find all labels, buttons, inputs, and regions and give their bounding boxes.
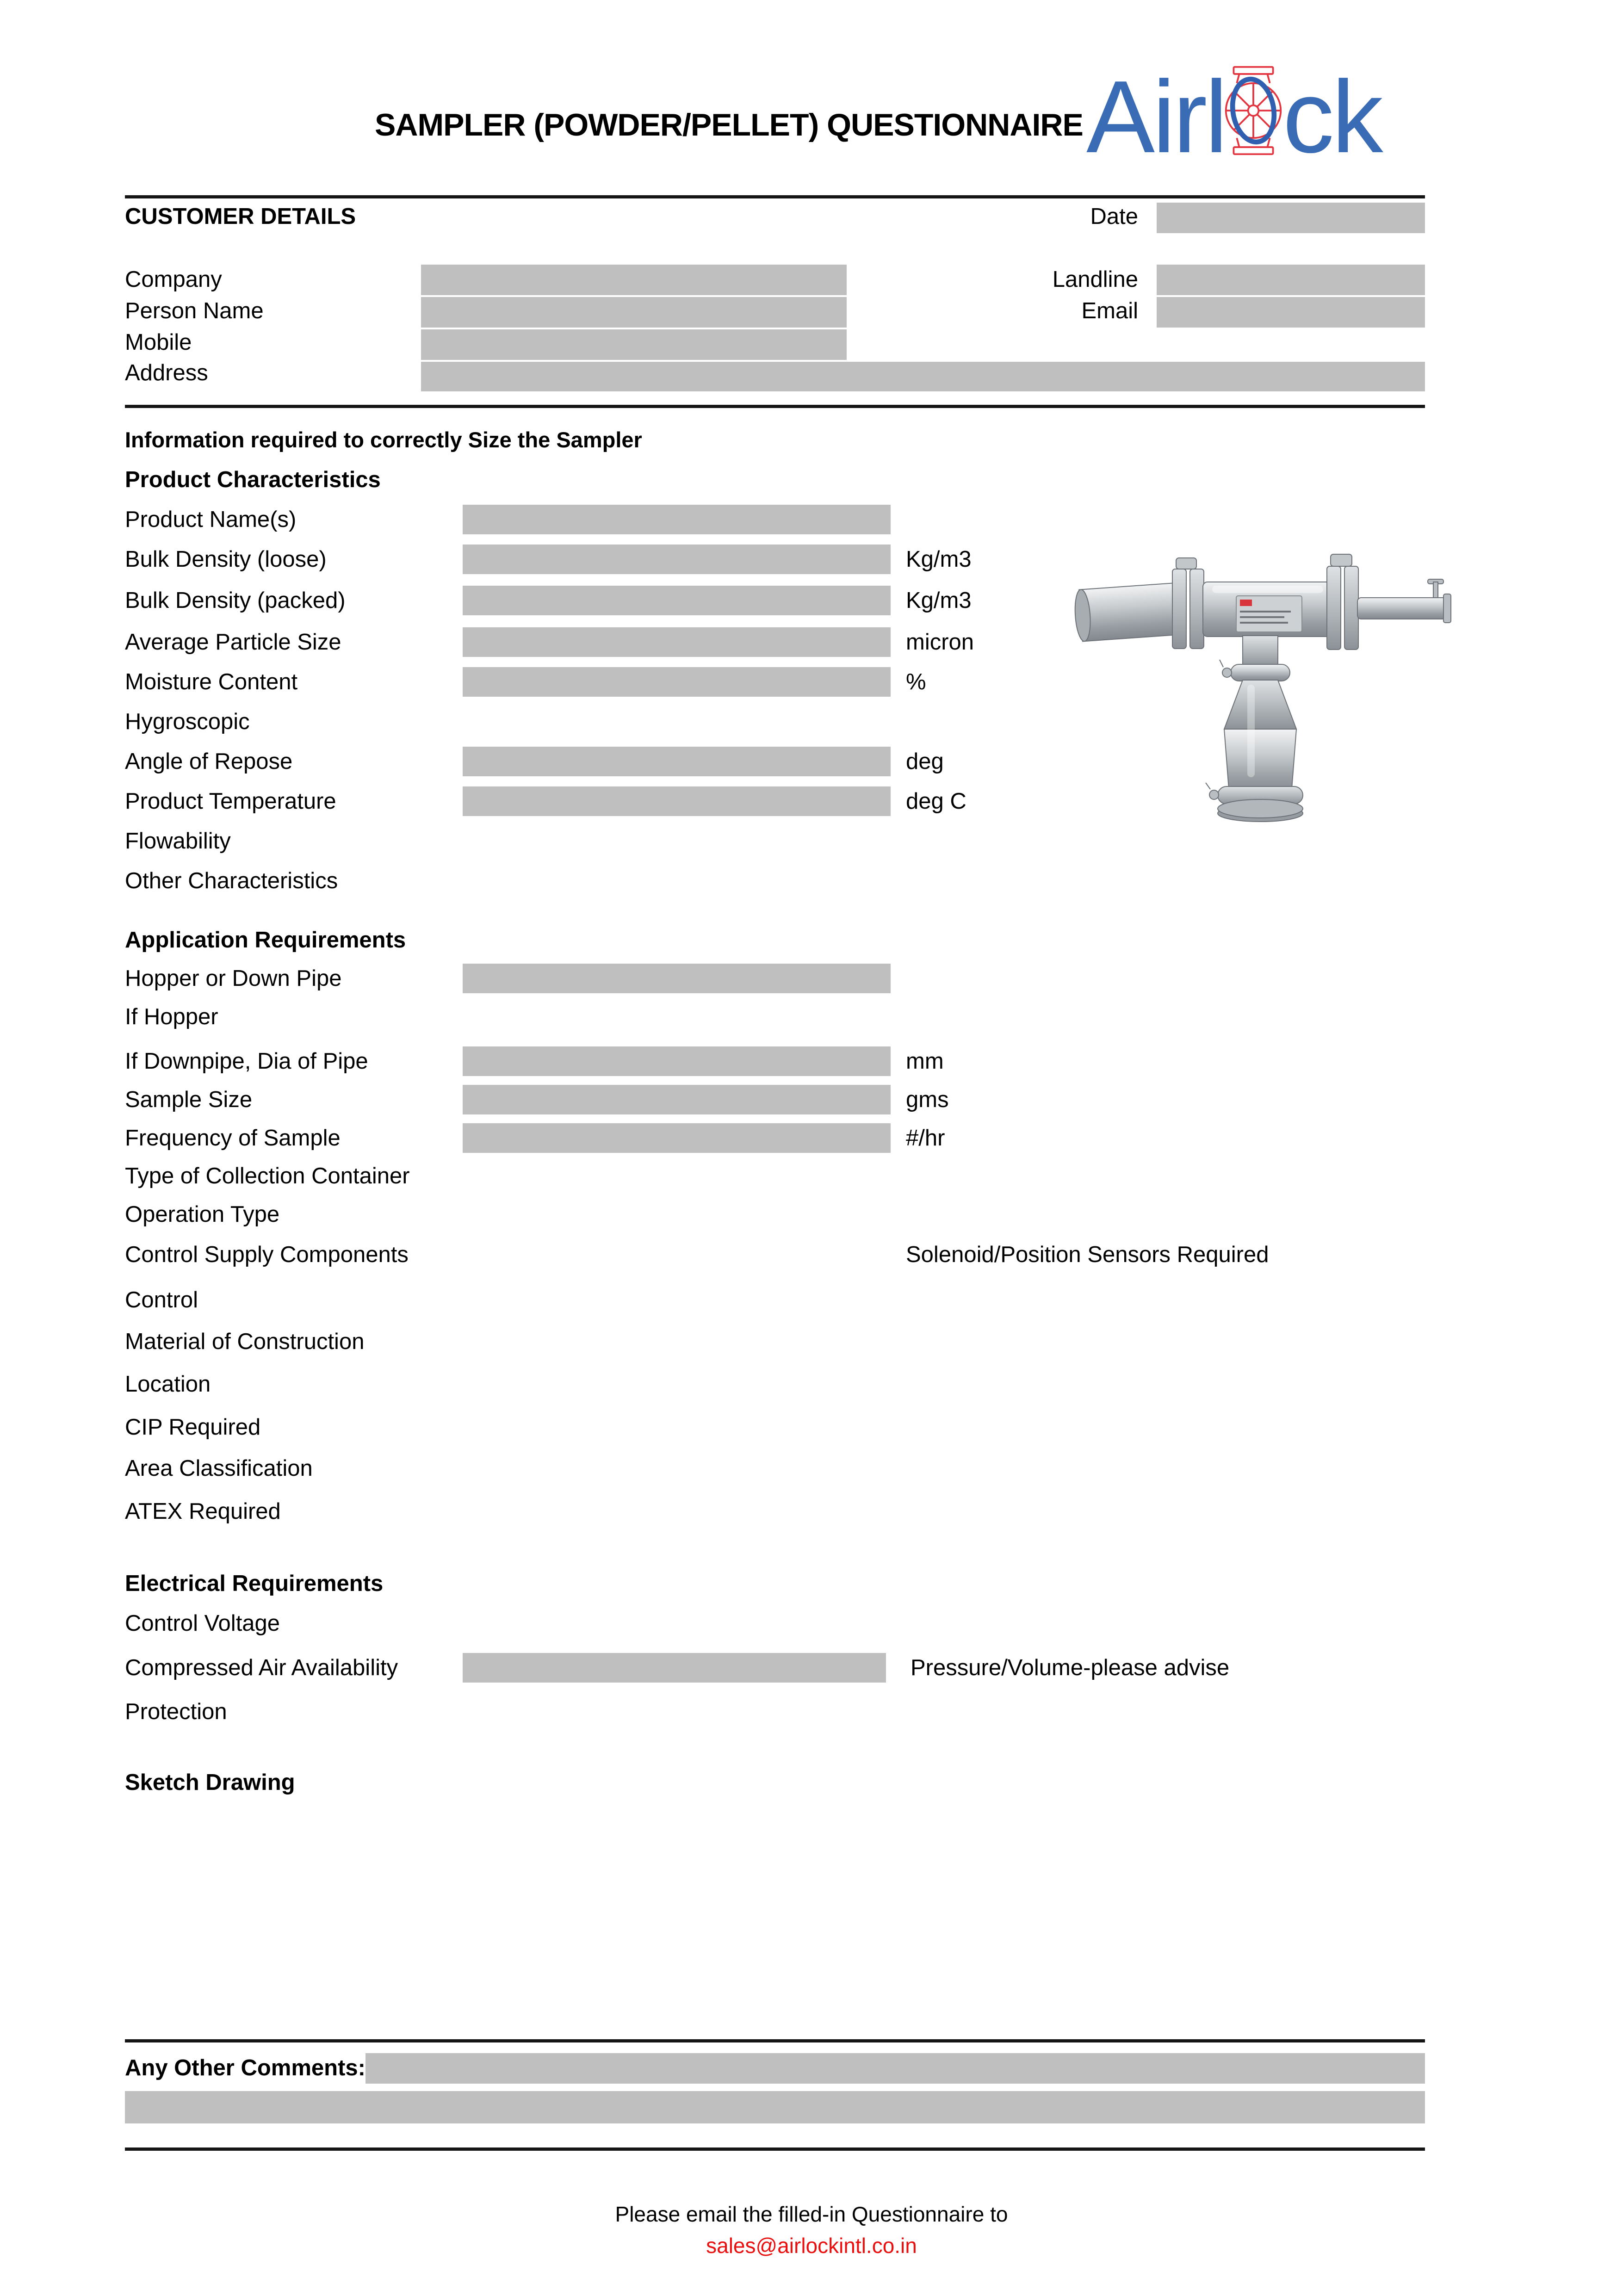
average-particle-size-unit: micron	[906, 630, 974, 655]
email-label: Email	[1081, 298, 1138, 323]
rotary-valve-icon	[1218, 51, 1288, 170]
logo-text-ck: ck	[1282, 60, 1381, 174]
section-heading-application: Application Requirements	[125, 928, 406, 953]
sample-size-field[interactable]	[463, 1085, 891, 1114]
comments-bottom-rule	[125, 2147, 1425, 2151]
product-temperature-unit: deg C	[906, 789, 966, 814]
sample-size-unit: gms	[906, 1087, 949, 1112]
landline-label: Landline	[1052, 267, 1138, 292]
company-label: Company	[125, 267, 222, 292]
material-of-construction-label: Material of Construction	[125, 1329, 365, 1354]
section-heading-electrical: Electrical Requirements	[125, 1571, 384, 1596]
compressed-air-field[interactable]	[463, 1653, 886, 1683]
product-temperature-label: Product Temperature	[125, 789, 336, 814]
moisture-content-label: Moisture Content	[125, 669, 298, 694]
angle-of-repose-field[interactable]	[463, 747, 891, 776]
angle-of-repose-label: Angle of Repose	[125, 749, 293, 774]
section-heading-product: Product Characteristics	[125, 467, 381, 492]
if-hopper-label: If Hopper	[125, 1004, 218, 1029]
angle-of-repose-unit: deg	[906, 749, 944, 774]
comments-top-rule	[125, 2039, 1425, 2042]
hopper-or-downpipe-field[interactable]	[463, 964, 891, 993]
protection-label: Protection	[125, 1699, 227, 1724]
downpipe-dia-unit: mm	[906, 1049, 944, 1074]
section-heading-sketch: Sketch Drawing	[125, 1770, 295, 1795]
average-particle-size-field[interactable]	[463, 627, 891, 657]
person-name-field[interactable]	[421, 297, 847, 328]
sample-frequency-field[interactable]	[463, 1123, 891, 1153]
address-field[interactable]	[421, 362, 1425, 391]
bulk-density-loose-unit: Kg/m3	[906, 547, 972, 572]
landline-field[interactable]	[1157, 265, 1425, 295]
comments-field[interactable]	[365, 2053, 1425, 2084]
sample-frequency-label: Frequency of Sample	[125, 1126, 341, 1151]
cip-required-label: CIP Required	[125, 1415, 261, 1440]
airlock-logo	[1086, 41, 1381, 198]
bulk-density-loose-field[interactable]	[463, 545, 891, 574]
date-label: Date	[1090, 204, 1138, 229]
product-temperature-field[interactable]	[463, 786, 891, 816]
mobile-field[interactable]	[421, 329, 847, 360]
section-heading-customer: CUSTOMER DETAILS	[125, 204, 356, 229]
date-field[interactable]	[1157, 203, 1425, 233]
sampler-product-image	[1073, 527, 1462, 833]
operation-type-label: Operation Type	[125, 1202, 280, 1227]
header-rule	[125, 195, 1425, 198]
pressure-volume-note: Pressure/Volume-please advise	[911, 1655, 1230, 1680]
product-name-field[interactable]	[463, 505, 891, 534]
downpipe-dia-field[interactable]	[463, 1046, 891, 1076]
atex-required-label: ATEX Required	[125, 1499, 281, 1524]
location-label: Location	[125, 1372, 211, 1397]
bulk-density-loose-label: Bulk Density (loose)	[125, 547, 327, 572]
compressed-air-label: Compressed Air Availability	[125, 1655, 398, 1680]
control-voltage-label: Control Voltage	[125, 1611, 280, 1636]
flowability-label: Flowability	[125, 829, 231, 854]
company-field[interactable]	[421, 265, 847, 295]
comments-label: Any Other Comments:	[125, 2055, 366, 2080]
comments-field-2[interactable]	[125, 2091, 1425, 2123]
page-title: SAMPLER (POWDER/PELLET) QUESTIONNAIRE	[375, 107, 1083, 142]
product-name-label: Product Name(s)	[125, 507, 297, 532]
hygroscopic-label: Hygroscopic	[125, 709, 250, 734]
control-supply-components-label: Control Supply Components	[125, 1242, 409, 1267]
address-label: Address	[125, 360, 208, 385]
average-particle-size-label: Average Particle Size	[125, 630, 341, 655]
customer-rule	[125, 405, 1425, 408]
moisture-content-field[interactable]	[463, 667, 891, 697]
control-label: Control	[125, 1287, 198, 1312]
logo-text-airl: Airl	[1086, 60, 1226, 174]
sizing-note: Information required to correctly Size the Sampler	[125, 427, 642, 452]
bulk-density-packed-field[interactable]	[463, 586, 891, 615]
downpipe-dia-label: If Downpipe, Dia of Pipe	[125, 1049, 368, 1074]
email-field[interactable]	[1157, 297, 1425, 328]
footer-email-link[interactable]: sales@airlockintl.co.in	[706, 2234, 917, 2258]
sample-size-label: Sample Size	[125, 1087, 253, 1112]
sample-frequency-unit: #/hr	[906, 1126, 945, 1151]
area-classification-label: Area Classification	[125, 1456, 313, 1481]
person-name-label: Person Name	[125, 298, 264, 323]
hopper-or-downpipe-label: Hopper or Down Pipe	[125, 966, 342, 991]
mobile-label: Mobile	[125, 330, 192, 355]
bulk-density-packed-label: Bulk Density (packed)	[125, 588, 346, 613]
bulk-density-packed-unit: Kg/m3	[906, 588, 972, 613]
moisture-content-unit: %	[906, 669, 926, 694]
solenoid-sensors-note: Solenoid/Position Sensors Required	[906, 1242, 1269, 1267]
other-characteristics-label: Other Characteristics	[125, 868, 338, 893]
footer-instruction: Please email the filled-in Questionnaire to	[615, 2202, 1008, 2226]
collection-container-label: Type of Collection Container	[125, 1163, 410, 1188]
